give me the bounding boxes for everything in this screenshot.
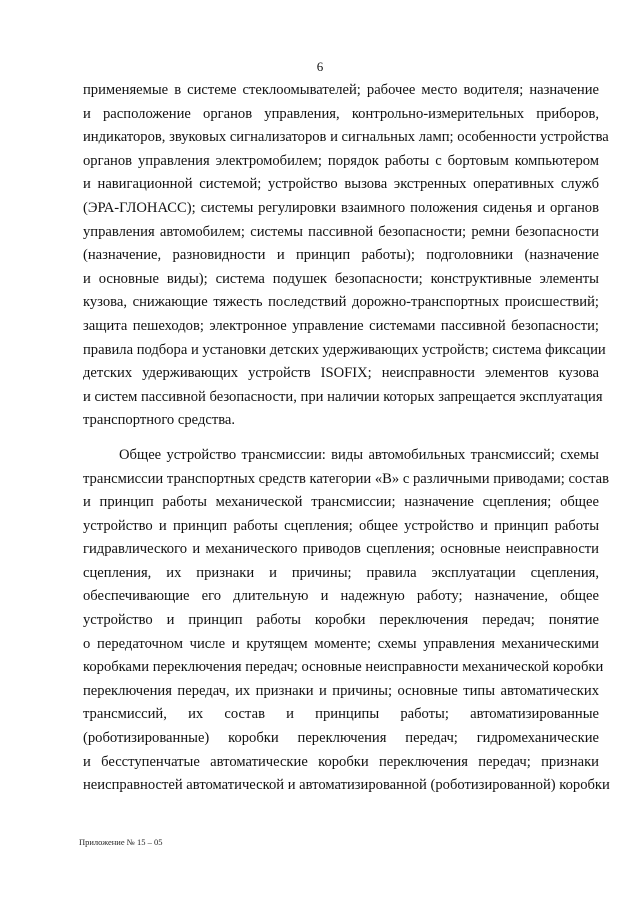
text-line: переключения передач, их признаки и причины; основные типы автоматических: [83, 682, 599, 699]
text-line: и бесступенчатые автоматические коробки переключения передач; признаки: [83, 753, 599, 770]
text-line: Общее устройство трансмиссии: виды автомобильных трансмиссий; схемы: [119, 446, 599, 463]
page-number: 6: [316, 59, 324, 74]
paragraph-passive-safety: [83, 79, 609, 433]
text-line: и систем пассивной безопасности, при наличии которых запрещается эксплуатация: [83, 388, 603, 405]
text-line: (ЭРА-ГЛОНАСС); системы регулировки взаимного положения сиденья и органов: [83, 199, 599, 216]
text-line: устройство и принцип работы сцепления; общее устройство и принцип работы: [83, 517, 599, 534]
text-line: сцепления, их признаки и причины; правила эксплуатации сцепления,: [83, 564, 599, 581]
text-line: органов управления электромобилем; порядок работы с бортовым компьютером: [83, 152, 599, 169]
paragraph-transmission: [83, 444, 610, 798]
text-line: неисправностей автоматической и автоматизированной (роботизированной) коробки: [83, 777, 610, 794]
footer-annex-label: Приложение № 15 – 05: [79, 837, 163, 847]
text-line: и навигационной системой; устройство вызова экстренных оперативных служб: [83, 176, 599, 193]
document-body: [83, 79, 610, 798]
text-line: управления автомобилем; системы пассивной безопасности; ремни безопасности: [83, 223, 599, 240]
text-line: защита пешеходов; электронное управление системами пассивной безопасности;: [83, 317, 599, 334]
text-line: кузова, снижающие тяжесть последствий дорожно-транспортных происшествий;: [83, 294, 599, 311]
text-line: гидравлического и механического приводов сцепления; основные неисправности: [83, 541, 599, 558]
text-line: трансмиссий, их состав и принципы работы; автоматизированные: [83, 706, 599, 723]
text-line: транспортного средства.: [83, 412, 236, 429]
text-line: (роботизированные) коробки переключения передач; гидромеханические: [83, 730, 599, 747]
text-line: трансмиссии транспортных средств категории «В» с различными приводами; состав: [83, 470, 609, 487]
text-line: и основные виды); система подушек безопасности; конструктивные элементы: [83, 270, 599, 287]
text-line: детских удерживающих устройств ISOFIX; неисправности элементов кузова: [83, 365, 599, 382]
text-line: применяемые в системе стеклоомывателей; рабочее место водителя; назначение: [83, 82, 599, 98]
text-line: о передаточном числе и крутящем моменте; схемы управления механическими: [83, 635, 599, 652]
text-line: правила подбора и установки детских удерживающих устройств; система фиксации: [83, 341, 606, 358]
text-line: коробками переключения передач; основные неисправности механической коробки: [83, 659, 604, 676]
text-line: и расположение органов управления, контрольно-измерительных приборов,: [83, 105, 599, 122]
text-line: устройство и принцип работы коробки переключения передач; понятие: [83, 612, 599, 629]
text-line: обеспечивающие его длительную и надежную работу; назначение, общее: [83, 588, 599, 605]
text-line: индикаторов, звуковых сигнализаторов и сигнальных ламп; особенности устройства: [83, 129, 609, 146]
text-line: (назначение, разновидности и принцип работы); подголовники (назначение: [83, 247, 599, 264]
text-line: и принцип работы механической трансмиссии; назначение сцепления; общее: [83, 494, 599, 511]
